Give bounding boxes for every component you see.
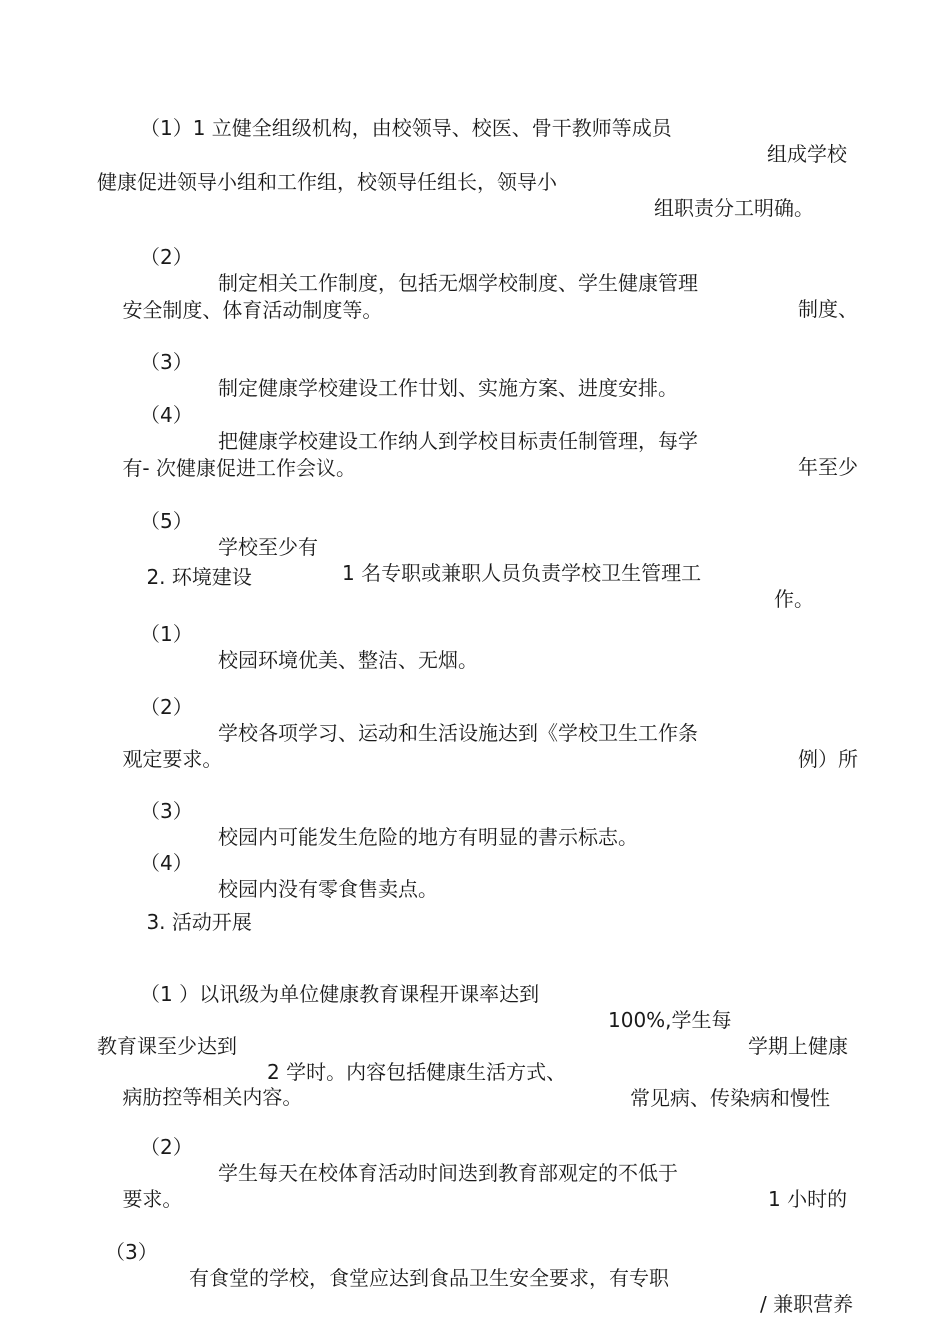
text-run: 校园内可能发生危险的地方有明显的書示标志。 bbox=[218, 825, 638, 849]
paragraph-line bbox=[97, 429, 356, 507]
text-run: 1 小时的 bbox=[768, 1187, 848, 1211]
text-run: （2） bbox=[140, 695, 193, 719]
text-run: （4） bbox=[140, 403, 193, 427]
text-run: （1 ）以讯级为单位健康教育课程开课率达到 bbox=[140, 982, 540, 1006]
text-run: 2. 环境建设 bbox=[146, 565, 252, 589]
text-run: （2） bbox=[140, 245, 193, 269]
text-run: 教育课至少达到 bbox=[97, 1034, 237, 1058]
text-run: （4） bbox=[140, 851, 193, 875]
text-run: 学校至少有 bbox=[218, 535, 318, 559]
text-run: 观定要求。 bbox=[122, 747, 223, 771]
text-run: 制定健康学校建设工作廿划、实施方案、进度安排。 bbox=[218, 376, 678, 400]
text-run: 健康促进领导小组和工作组，校领导任组长，领导小 bbox=[97, 170, 557, 194]
text-run: 作。 bbox=[774, 587, 814, 611]
text-run: 学校各项学习、运动和生活设施达到《学校卫生工作条 bbox=[218, 721, 698, 745]
text-run: 学期上健康 bbox=[748, 1034, 848, 1058]
text-run: 有食堂的学校，食堂应达到食品卫生安全要求，有专职 bbox=[189, 1266, 669, 1290]
text-run: 病肪控等相关内容。 bbox=[122, 1085, 303, 1109]
section-heading bbox=[121, 883, 252, 961]
text-run: 学生每天在校体育活动时间迭到教育部观定的不低于 bbox=[218, 1161, 678, 1185]
text-run: （1）1 立健全组级机构，由校领导、校医、骨干教师等成员 bbox=[140, 116, 672, 140]
paragraph-line bbox=[105, 1213, 854, 1343]
text-run: （3） bbox=[105, 1240, 158, 1264]
text-run: （3） bbox=[140, 350, 193, 374]
text-run: 1 名专职或兼职人员负责学校卫生管理工 bbox=[342, 561, 702, 585]
text-run: 2 学时。内容包括健康生活方式、 bbox=[267, 1060, 567, 1084]
text-run: （5） bbox=[140, 509, 193, 533]
paragraph-line bbox=[97, 1058, 302, 1136]
text-run: 校园内没有零食售卖点。 bbox=[218, 877, 438, 901]
text-run: （3） bbox=[140, 799, 193, 823]
text-run: 3. 活动开展 bbox=[146, 910, 252, 934]
text-run: （1） bbox=[140, 622, 193, 646]
text-run: （2） bbox=[140, 1135, 193, 1159]
text-run: 安全制度、体育活动制度等。 bbox=[122, 298, 383, 322]
text-run: 例）所 bbox=[798, 747, 858, 771]
text-run: / 兼职营养 bbox=[760, 1292, 854, 1316]
text-run: 校园环境优美、整洁、无烟。 bbox=[218, 648, 478, 672]
text-run: 制定相关工作制度，包括无烟学校制度、学生健康管理 bbox=[218, 271, 698, 295]
text-run: 制度、 bbox=[798, 297, 858, 321]
text-run: 100%,学生每 bbox=[608, 1008, 732, 1032]
text-run: 年至少 bbox=[798, 455, 858, 479]
text-run: 要求。 bbox=[122, 1187, 183, 1211]
text-run: 有- 次健康促进工作会议。 bbox=[122, 456, 357, 480]
text-run: 常见病、传染病和慢性 bbox=[630, 1086, 830, 1110]
text-run: 组成学校 bbox=[767, 142, 847, 166]
text-run: 组职责分工明确。 bbox=[654, 196, 814, 220]
text-run: 把健康学校建设工作纳人到学校目标责任制管理，每学 bbox=[218, 429, 698, 453]
